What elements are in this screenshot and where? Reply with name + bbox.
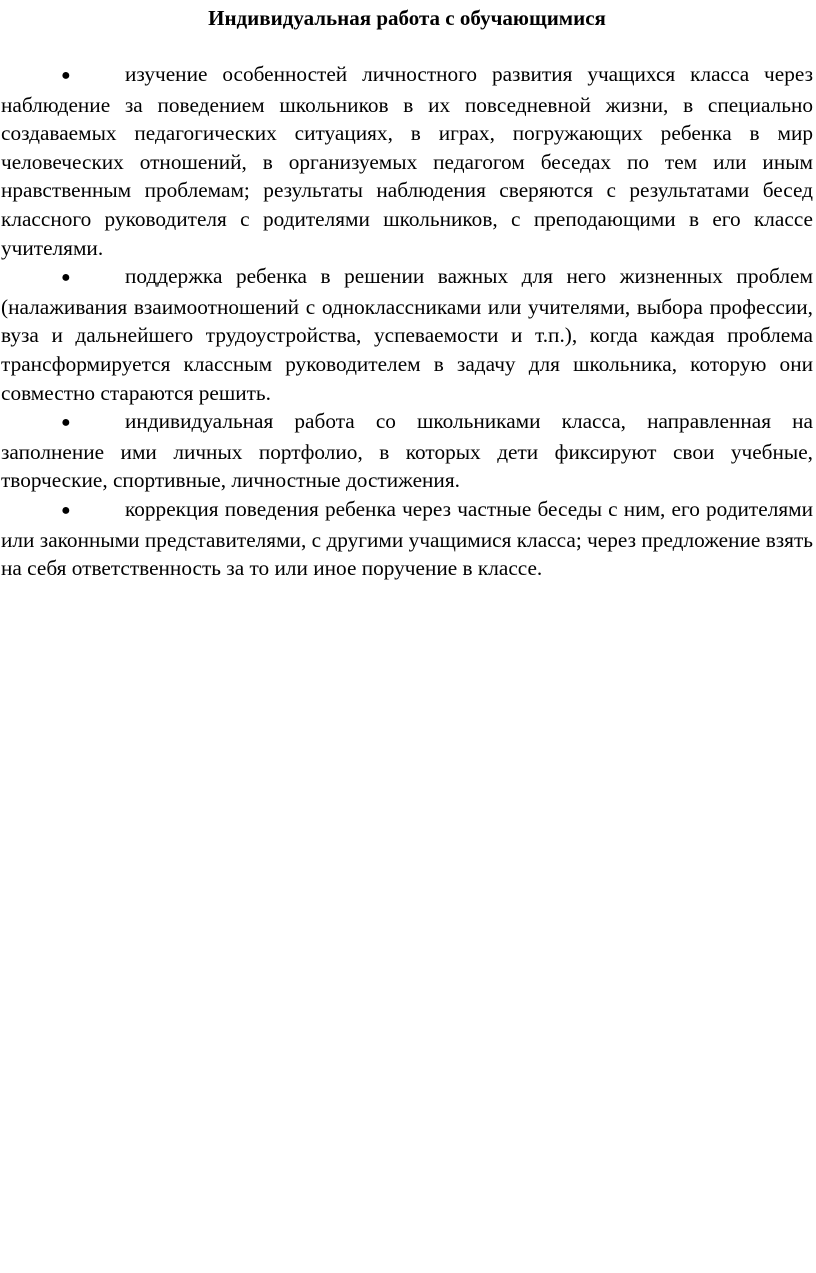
bullet-icon: ● <box>61 501 71 519</box>
activity-list <box>1 60 813 583</box>
list-item <box>1 262 813 407</box>
list-item <box>1 407 813 495</box>
list-item <box>1 60 813 262</box>
list-item-text: индивидуальная работа со школьниками класса, направленная на заполнение ими личных портфолио, в которых дети фиксируют свои учебные, творческие, спортивные, личностные достижения. <box>1 409 813 493</box>
list-item-text: коррекция поведения ребенка через частные беседы с ним, его родителями или законными представителями, с другими учащимися класса; через предложение взять на себя ответственность за то или иное поручение в классе. <box>1 496 813 581</box>
bullet-icon: ● <box>61 67 71 84</box>
list-item-text: поддержка ребенка в решении важных для него жизненных проблем (налаживания взаимоотношений с одноклассниками или учителями, выбора профессии, вуза и дальнейшего трудоустройства, успеваемости и т.п.), когда каждая проблема трансформируется классным руководителем в задачу для школьника, которую они совместно стараются решить. <box>1 264 813 405</box>
bullet-icon: ● <box>61 269 71 287</box>
list-item <box>1 495 813 583</box>
document-title: Индивидуальная работа с обучающимися <box>208 6 606 30</box>
bullet-icon: ● <box>61 414 71 432</box>
list-item-text: изучение особенностей личностного развития учащихся класса через наблюдение за поведением школьников в их повседневной жизни, в специально создаваемых педагогических ситуациях, в играх, погружающих ребенка в мир человеческих отношений, в организуемых педагогом беседах по тем или иным нравственным проблемам; результаты наблюдения сверяются с результатами бесед классного руководителя с родителями школьников, с преподающими в его классе учителями. <box>1 62 813 260</box>
